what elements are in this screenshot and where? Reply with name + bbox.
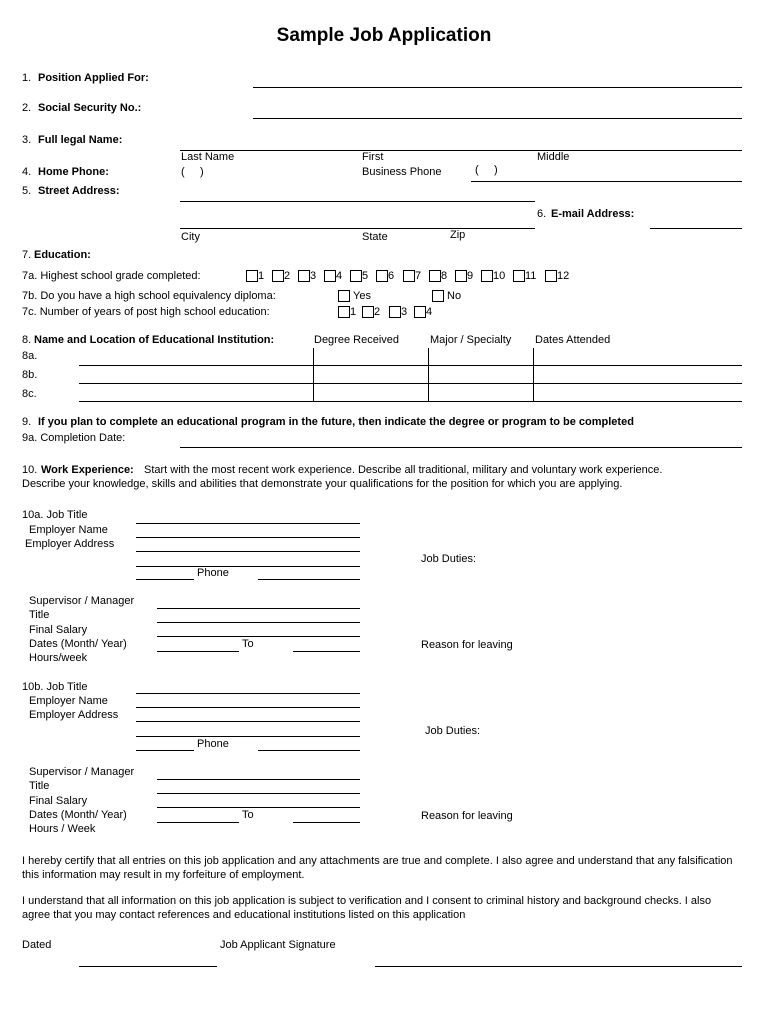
ssn-label: Social Security No.: bbox=[38, 102, 142, 114]
job-a-dates-label: Dates (Month/ Year) bbox=[29, 638, 127, 650]
business-phone-label: Business Phone bbox=[362, 166, 442, 178]
job-a-supervisor-title-label: Title bbox=[29, 609, 50, 621]
job-b-supervisor-title-label: Title bbox=[29, 780, 50, 792]
job-b-phone-label: Phone bbox=[197, 738, 229, 750]
grade-4-checkbox[interactable] bbox=[324, 270, 336, 282]
diploma-yes-label: Yes bbox=[353, 290, 371, 302]
full-name-label: Full legal Name: bbox=[38, 134, 123, 146]
home-phone-label: Home Phone: bbox=[38, 166, 109, 178]
job-a-to-label: To bbox=[242, 638, 254, 650]
job-a-phone-input-2[interactable] bbox=[258, 579, 360, 580]
job-b-hours-label: Hours / Week bbox=[29, 823, 96, 835]
page-title: Sample Job Application bbox=[276, 25, 492, 46]
row-8a-label: 8a. bbox=[22, 350, 38, 362]
position-input-line[interactable] bbox=[253, 87, 742, 88]
signature-input-line[interactable] bbox=[375, 966, 742, 967]
work-experience-desc-1: Start with the most recent work experience. Describe all traditional, military and voluntary work experience. bbox=[144, 464, 663, 476]
diploma-question: 7b. Do you have a high school equivalency diploma: bbox=[22, 290, 276, 302]
grade-5-label: 5 bbox=[362, 270, 369, 282]
s4-num: 4. bbox=[22, 166, 32, 178]
job-b-to-label: To bbox=[242, 809, 254, 821]
dates-attended-header: Dates Attended bbox=[535, 334, 611, 346]
diploma-yes-checkbox[interactable] bbox=[338, 290, 350, 302]
job-b-title-input[interactable] bbox=[136, 693, 360, 694]
s7-num: 7. bbox=[22, 249, 32, 261]
middle-name-caption: Middle bbox=[537, 151, 570, 163]
completion-date-input-line[interactable] bbox=[180, 447, 742, 448]
job-b-supervisor-title-input[interactable] bbox=[157, 793, 360, 794]
job-a-reason-label: Reason for leaving bbox=[421, 639, 513, 651]
grade-8-checkbox[interactable] bbox=[429, 270, 441, 282]
education-label: Education: bbox=[34, 249, 91, 261]
grade-10-checkbox[interactable] bbox=[481, 270, 493, 282]
business-phone-paren: ( ) bbox=[475, 164, 498, 176]
job-b-phone-input-2[interactable] bbox=[258, 750, 360, 751]
row-8c-input-line[interactable] bbox=[79, 401, 742, 402]
job-a-employer-address-input-2[interactable] bbox=[136, 566, 360, 567]
job-a-hours-label: Hours/week bbox=[29, 652, 88, 664]
years-3-label: 3 bbox=[401, 306, 408, 318]
job-a-title-input[interactable] bbox=[136, 523, 360, 524]
future-education-label: If you plan to complete an educational program in the future, then indicate the degree or program to be completed bbox=[38, 416, 634, 428]
s2-num: 2. bbox=[22, 102, 32, 114]
row-8c-label: 8c. bbox=[22, 388, 37, 400]
job-a-phone-input-1[interactable] bbox=[136, 579, 194, 580]
job-b-employer-name-input[interactable] bbox=[136, 707, 360, 708]
s8-num: 8. bbox=[22, 334, 32, 346]
grade-12-label: 12 bbox=[557, 270, 570, 282]
s10-num: 10. bbox=[22, 464, 38, 476]
job-b-final-salary-label: Final Salary bbox=[29, 795, 88, 807]
job-a-supervisor-title-input[interactable] bbox=[157, 622, 360, 623]
grade-3-label: 3 bbox=[310, 270, 317, 282]
grade-10-label: 10 bbox=[493, 270, 506, 282]
completion-date-label: 9a. Completion Date: bbox=[22, 432, 126, 444]
city-state-input-line[interactable] bbox=[180, 228, 535, 229]
certification-text-1: I hereby certify that all entries on this job application and any attachments are true and complete. I also agree and understand that any falsification this information may result in my forfeiture of employment. bbox=[22, 855, 733, 881]
grade-7-checkbox[interactable] bbox=[403, 270, 415, 282]
job-b-supervisor-input[interactable] bbox=[157, 779, 360, 780]
job-b-employer-address-label: Employer Address bbox=[29, 709, 119, 721]
last-name-caption: Last Name bbox=[181, 151, 235, 163]
job-b-phone-input-1[interactable] bbox=[136, 750, 194, 751]
email-label: E-mail Address: bbox=[551, 208, 635, 220]
major-specialty-header: Major / Specialty bbox=[430, 334, 512, 346]
street-address-input-line[interactable] bbox=[180, 201, 535, 202]
grade-4-label: 4 bbox=[336, 270, 343, 282]
job-a-phone-label: Phone bbox=[197, 567, 229, 579]
job-b-reason-label: Reason for leaving bbox=[421, 810, 513, 822]
table-divider bbox=[428, 348, 429, 402]
zip-caption: Zip bbox=[450, 229, 466, 241]
certification-text-2: I understand that all information on this job application is subject to verification and I consent to criminal history and background checks. I also agree that you may contact references and educational institutions listed on this application bbox=[22, 895, 712, 921]
job-a-employer-address-label: Employer Address bbox=[25, 538, 115, 550]
grade-1-label: 1 bbox=[258, 270, 265, 282]
years-4-label: 4 bbox=[426, 306, 433, 318]
business-phone-input-line[interactable] bbox=[471, 181, 742, 182]
job-b-dates-label: Dates (Month/ Year) bbox=[29, 809, 127, 821]
dated-label: Dated bbox=[22, 939, 52, 951]
job-a-employer-name-label: Employer Name bbox=[29, 524, 108, 536]
diploma-no-checkbox[interactable] bbox=[432, 290, 444, 302]
table-divider bbox=[313, 348, 314, 402]
s9-num: 9. bbox=[22, 416, 32, 428]
grade-2-label: 2 bbox=[284, 270, 291, 282]
job-b-employer-address-input-2[interactable] bbox=[136, 736, 360, 737]
s5-num: 5. bbox=[22, 185, 32, 197]
grade-question: 7a. Highest school grade completed: bbox=[22, 270, 201, 282]
job-a-final-salary-input[interactable] bbox=[157, 636, 360, 637]
s6-num: 6. bbox=[537, 208, 547, 220]
years-2-checkbox[interactable] bbox=[362, 306, 374, 318]
grade-8-label: 8 bbox=[441, 270, 448, 282]
job-b-employer-address-input[interactable] bbox=[136, 721, 360, 722]
post-high-school-question: 7c. Number of years of post high school education: bbox=[22, 306, 270, 318]
degree-received-header: Degree Received bbox=[314, 334, 399, 346]
home-phone-paren: ( ) bbox=[181, 166, 204, 178]
job-b-dates-to-input[interactable] bbox=[293, 822, 360, 823]
street-address-label: Street Address: bbox=[38, 185, 120, 197]
years-4-checkbox[interactable] bbox=[414, 306, 426, 318]
job-a-title-label: 10a. Job Title bbox=[22, 509, 88, 521]
email-input-line[interactable] bbox=[650, 228, 742, 229]
job-b-duties-label: Job Duties: bbox=[425, 725, 481, 737]
grade-11-label: 11 bbox=[525, 270, 537, 282]
grade-9-checkbox[interactable] bbox=[455, 270, 467, 282]
grade-6-label: 6 bbox=[388, 270, 395, 282]
diploma-no-label: No bbox=[447, 290, 462, 302]
job-b-title-label: 10b. Job Title bbox=[22, 681, 88, 693]
grade-9-label: 9 bbox=[467, 270, 474, 282]
job-b-supervisor-label: Supervisor / Manager bbox=[29, 766, 135, 778]
years-1-checkbox[interactable] bbox=[338, 306, 350, 318]
first-name-caption: First bbox=[362, 151, 384, 163]
job-a-final-salary-label: Final Salary bbox=[29, 624, 88, 636]
job-a-employer-address-input[interactable] bbox=[136, 551, 360, 552]
work-experience-label: Work Experience: bbox=[41, 464, 134, 476]
dated-input-line[interactable] bbox=[79, 966, 217, 967]
work-experience-desc-2: Describe your knowledge, skills and abilities that demonstrate your qualifications for the position for which you are applying. bbox=[22, 478, 623, 490]
institution-label: Name and Location of Educational Institution: bbox=[34, 334, 275, 346]
grade-12-checkbox[interactable] bbox=[545, 270, 557, 282]
years-1-label: 1 bbox=[350, 306, 357, 318]
job-a-dates-from-input[interactable] bbox=[157, 651, 239, 652]
row-8a-input-line[interactable] bbox=[79, 365, 742, 366]
job-a-employer-name-input[interactable] bbox=[136, 537, 360, 538]
job-a-dates-to-input[interactable] bbox=[293, 651, 360, 652]
job-b-final-salary-input[interactable] bbox=[157, 807, 360, 808]
grade-3-checkbox[interactable] bbox=[298, 270, 310, 282]
job-b-employer-name-label: Employer Name bbox=[29, 695, 108, 707]
job-a-duties-label: Job Duties: bbox=[421, 553, 477, 565]
years-3-checkbox[interactable] bbox=[389, 306, 401, 318]
job-b-dates-from-input[interactable] bbox=[157, 822, 239, 823]
grade-2-checkbox[interactable] bbox=[272, 270, 284, 282]
ssn-input-line[interactable] bbox=[253, 118, 742, 119]
signature-label: Job Applicant Signature bbox=[220, 939, 336, 951]
s3-num: 3. bbox=[22, 134, 32, 146]
full-name-input-line[interactable] bbox=[180, 150, 742, 151]
grade-1-checkbox[interactable] bbox=[246, 270, 258, 282]
grade-5-checkbox[interactable] bbox=[350, 270, 362, 282]
job-a-supervisor-input[interactable] bbox=[157, 608, 360, 609]
years-2-label: 2 bbox=[374, 306, 381, 318]
row-8b-label: 8b. bbox=[22, 369, 38, 381]
row-8b-input-line[interactable] bbox=[79, 383, 742, 384]
table-divider bbox=[533, 348, 534, 402]
grade-6-checkbox[interactable] bbox=[376, 270, 388, 282]
grade-7-label: 7 bbox=[415, 270, 422, 282]
s1-num: 1. bbox=[22, 72, 32, 84]
grade-11-checkbox[interactable] bbox=[513, 270, 525, 282]
job-a-supervisor-label: Supervisor / Manager bbox=[29, 595, 135, 607]
city-caption: City bbox=[181, 231, 200, 243]
state-caption: State bbox=[362, 231, 388, 243]
position-label: Position Applied For: bbox=[38, 72, 149, 84]
